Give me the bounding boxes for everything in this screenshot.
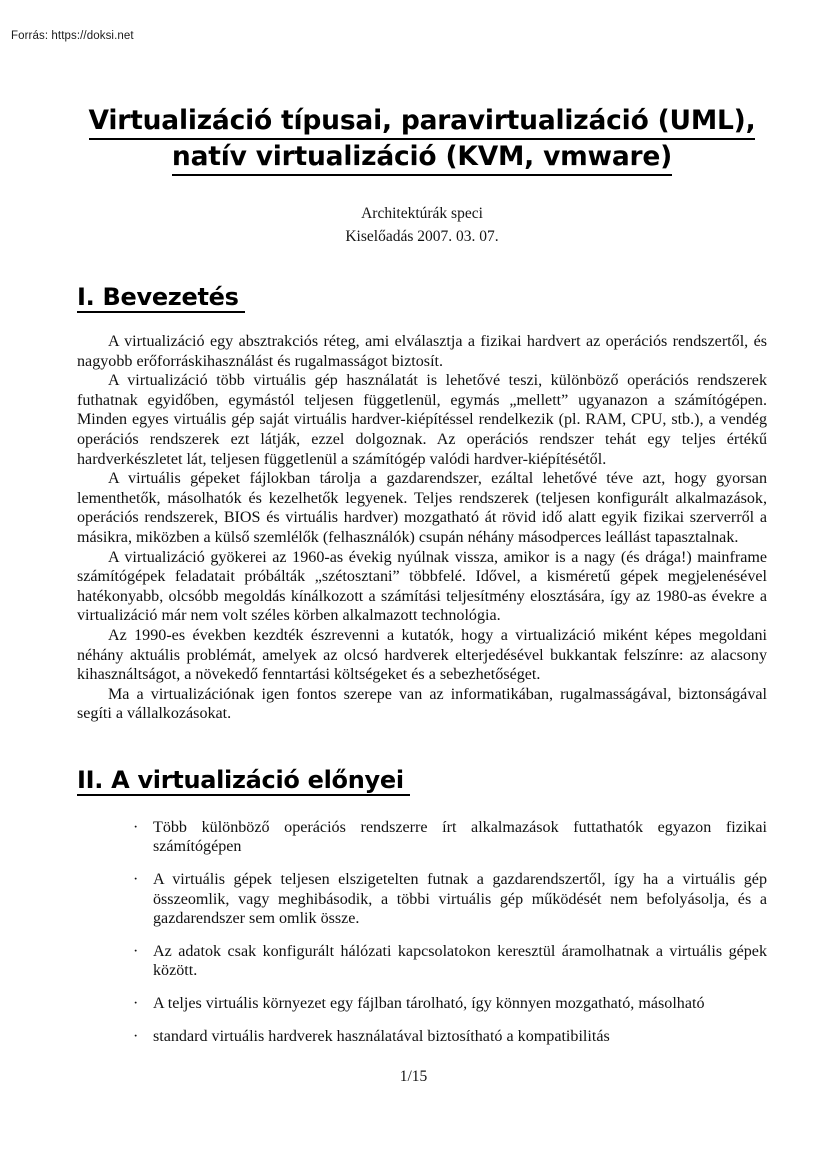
list-item: [77, 870, 767, 929]
section-heading-intro: [77, 283, 767, 313]
document-title-line-2: natív virtualizáció (KVM, vmware): [172, 140, 672, 176]
intro-paragraph-1: A virtualizáció egy absztrakciós réteg, ami elválasztja a fizikai hardvert az operációs rendszertől, és nagyobb erőforráskihasználást és rugalmasságot biztosít.: [77, 333, 767, 370]
list-item-text: A teljes virtuális környezet egy fájlban tárolható, így könnyen mozgatható, másolható: [153, 995, 705, 1013]
bullet-icon: ·: [133, 995, 139, 1013]
advantages-list: [77, 818, 767, 1046]
section-advantages: [77, 766, 767, 1046]
subtitle-date: Kiselőadás 2007. 03. 07.: [345, 228, 499, 245]
intro-paragraph-3: A virtuális gépeket fájlokban tárolja a gazdarendszer, ezáltal lehetővé téve azt, hogy gyorsan lementhetők, másolhatók és kezelhetők legyenek. Teljes rendszerek (teljesen konfigurált alkalmazások, operációs rendszerek, BIOS és virtuális hardver) mozgatható át rövid idő alatt egyik fizikai szerverről a másikra, miközben a külső szemlélők (felhasználók) csupán néhány másodperces leállást tapasztalnak.: [77, 470, 767, 546]
list-item: [77, 818, 767, 857]
list-item: [77, 994, 767, 1014]
document-subtitle: [77, 202, 767, 248]
intro-paragraphs: [77, 332, 767, 724]
intro-paragraph-4: A virtualizáció gyökerei az 1960-as évekig nyúlnak vissza, amikor is a nagy (és drága!) mainframe számítógépek feladatait próbálták „szétosztani” többfelé. Idővel, a kisméretű gépek megjelenésével hatékonyabb, olcsóbb megoldás kínálkozott a számítási teljesítmény elosztására, így az 1980-as évekre a virtualizáció már nem volt széles körben alkalmazott technológia.: [77, 548, 767, 625]
bullet-icon: ·: [133, 871, 139, 889]
list-item: [77, 942, 767, 981]
list-item-text: Az adatok csak konfigurált hálózati kapcsolatokon keresztül áramolhatnak a virtuális gépek között.: [153, 942, 767, 980]
list-item-text: Több különböző operációs rendszerre írt alkalmazások futtathatók egyazon fizikai számítógépen: [153, 818, 767, 856]
bullet-icon: ·: [133, 818, 139, 836]
intro-paragraph-5: Az 1990-es években kezdték észrevenni a kutatók, hogy a virtualizáció miként képes megoldani néhány aktuális problémát, amelyek az olcsó hardverek elterjedésével bukkantak felszínre: az alacsony kihasználtságot, a növekedő fenntartási költségeket és a sebezhetőséget.: [77, 626, 767, 684]
list-item-text: standard virtuális hardverek használatával biztosítható a kompatibilitás: [153, 1027, 610, 1045]
list-item: [77, 1027, 767, 1047]
source-header: Forrás: https://doksi.net: [11, 30, 134, 42]
section-intro: [77, 283, 767, 724]
bullet-icon: ·: [133, 942, 139, 960]
document-title-line-1: Virtualizáció típusai, paravirtualizáció (UML),: [89, 104, 756, 140]
subtitle-course: Architektúrák speci: [361, 205, 483, 222]
bullet-icon: ·: [133, 1027, 139, 1045]
intro-paragraph-6: Ma a virtualizációnak igen fontos szerepe van az informatikában, rugalmasságával, biztonságával segíti a vállalkozásokat.: [77, 685, 767, 723]
document-title: [77, 104, 767, 176]
section-heading-advantages: [77, 766, 767, 796]
section-heading-intro-text: I. Bevezetés: [77, 283, 245, 313]
document-content: [77, 104, 767, 1046]
list-item-text: A virtuális gépek teljesen elszigetelten futnak a gazdarendszertől, így ha a virtuális gép összeomlik, vagy meghibásodik, a többi virtuális gép működését nem befolyásolja, és a gazdarendszer sem omlik össze.: [153, 871, 767, 928]
intro-paragraph-2: A virtualizáció több virtuális gép használatát is lehetővé teszi, különböző operációs rendszerek futhatnak egyidőben, egymástól teljesen függetlenül, egymás „mellett” ugyanazon a számítógépen. Minden egyes virtuális gép saját virtuális hardver-kiépítéssel rendelkezik (pl. RAM, CPU, stb.), a vendég operációs rendszerek ezt látják, ezzel dolgoznak. Az operációs rendszer tehát egy teljes értékű hardverkészletet lát, teljesen függetlenül a számítógép valódi hardver-kiépítésétől.: [77, 372, 767, 468]
page-number: 1/15: [399, 1068, 428, 1085]
section-heading-advantages-text: II. A virtualizáció előnyei: [77, 766, 410, 796]
